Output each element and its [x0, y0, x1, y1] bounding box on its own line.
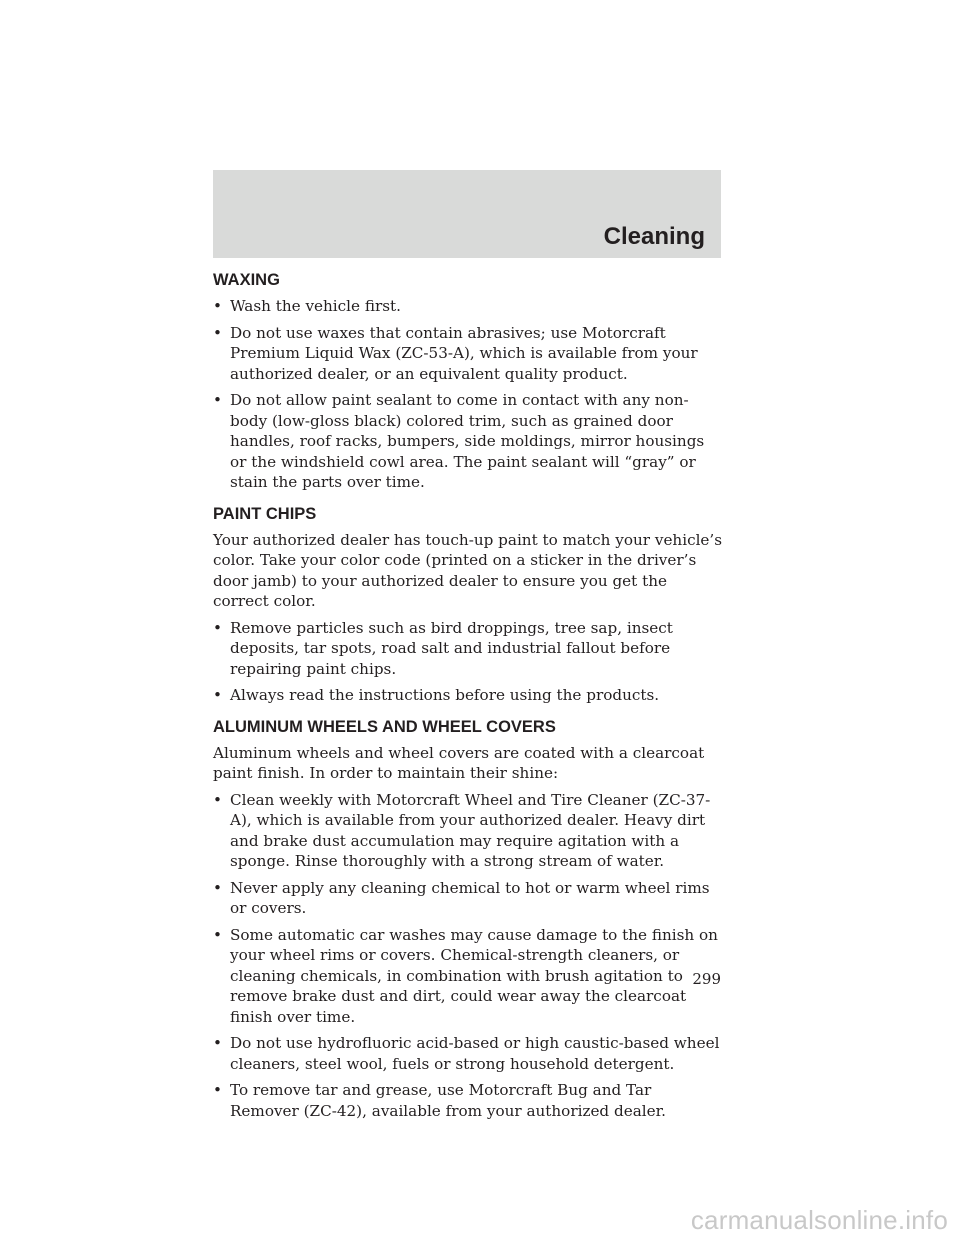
list-item	[213, 790, 723, 872]
list-item	[213, 296, 723, 317]
list-item	[213, 1080, 723, 1121]
bullet-icon: •	[213, 925, 222, 944]
section-heading: PAINT CHIPS	[213, 504, 317, 523]
main-content	[213, 270, 723, 1127]
section-heading: WAXING	[213, 271, 280, 289]
bullet-icon: •	[213, 391, 222, 409]
bullet-icon: •	[213, 686, 222, 704]
section-heading: ALUMINUM WHEELS AND WHEEL COVERS	[213, 717, 556, 736]
bullet-icon: •	[213, 1081, 222, 1099]
list-item-text: Some automatic car washes may cause damage to the finish on your wheel rims or covers. Chemical-strength cleaners, or cleaning chemicals, in combination with brush agitation to remove brake dust and dirt, could wear away the clearcoat finish over time.	[230, 925, 718, 1026]
list-item	[213, 390, 723, 493]
bullet-icon: •	[213, 323, 222, 342]
paragraph: Aluminum wheels and wheel covers are coated with a clearcoat paint finish. In order to maintain their shine:	[213, 743, 705, 782]
page-title: Cleaning	[603, 223, 705, 250]
list-item	[213, 685, 723, 706]
list-item-text: Do not use waxes that contain abrasives; use Motorcraft Premium Liquid Wax (ZC-53-A), which is available from your authorized dealer, or an equivalent quality product.	[230, 323, 698, 383]
list-item-text: Do not use hydrofluoric acid-based or high caustic-based wheel cleaners, steel wool, fuels or strong household detergent.	[230, 1034, 720, 1073]
watermark-text: carmanualsonline.info	[690, 1205, 948, 1235]
list-item-text: Clean weekly with Motorcraft Wheel and Tire Cleaner (ZC-37-A), which is available from your authorized dealer. Heavy dirt and brake dust accumulation may require agitation with a sponge. Rinse thoroughly with a strong stream of water.	[230, 790, 711, 870]
bullet-icon: •	[213, 297, 222, 315]
list-item-text: Never apply any cleaning chemical to hot or warm wheel rims or covers.	[230, 878, 710, 917]
list-item	[213, 618, 723, 680]
header-band	[213, 170, 721, 258]
bullet-list	[213, 790, 723, 1122]
bullet-icon: •	[213, 1034, 222, 1052]
section-aluminum-wheels	[213, 717, 723, 1122]
bullet-icon: •	[213, 618, 222, 637]
list-item-text: Do not allow paint sealant to come in contact with any non-body (low-gloss black) colored trim, such as grained door handles, roof racks, bumpers, side moldings, mirror housings or the windshield cowl area. The paint sealant will “gray” or stain the parts over time.	[230, 391, 705, 491]
bullet-icon: •	[213, 878, 222, 897]
list-item-text: Always read the instructions before using the products.	[230, 686, 660, 704]
list-item	[213, 925, 723, 1028]
bullet-list	[213, 296, 723, 493]
list-item-text: Wash the vehicle first.	[230, 297, 401, 315]
list-item	[213, 323, 723, 385]
bullet-icon: •	[213, 790, 222, 809]
paragraph: Your authorized dealer has touch-up paint to match your vehicle’s color. Take your color code (printed on a sticker in the driver’s door jamb) to your authorized dealer to ensure you get the correct color.	[213, 530, 723, 610]
list-item-text: To remove tar and grease, use Motorcraft Bug and Tar Remover (ZC-42), available from your authorized dealer.	[230, 1081, 667, 1120]
page-number: 299	[692, 970, 721, 988]
bullet-list	[213, 618, 723, 706]
section-paint-chips	[213, 504, 723, 706]
list-item	[213, 878, 723, 919]
section-waxing	[213, 270, 723, 493]
list-item	[213, 1033, 723, 1074]
list-item-text: Remove particles such as bird droppings, tree sap, insect deposits, tar spots, road salt and industrial fallout before repairing paint chips.	[230, 618, 673, 678]
